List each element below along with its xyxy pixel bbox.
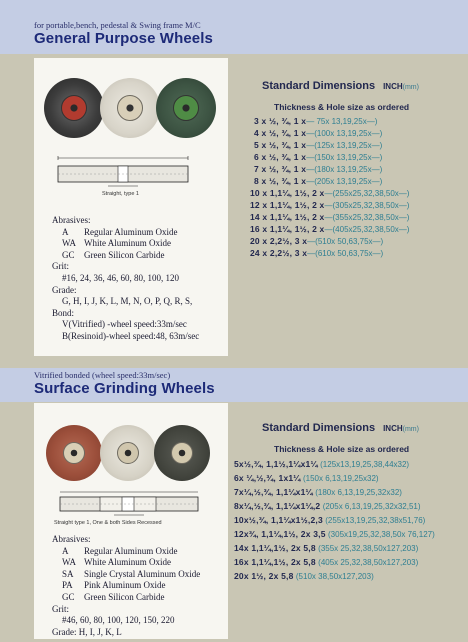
dimension-row: 7 x ½, ¾, 1 x—(180x 13,19,25x—) xyxy=(254,164,383,174)
dimension-row: 12x¾, 1,1¼,1½, 2x 3,5 (305x19,25,32,38,50x 76,127) xyxy=(234,529,435,539)
unit-inch: INCH xyxy=(383,424,403,433)
dimension-row: 4 x ½, ¾, 1 x—(100x 13,19,25x—) xyxy=(254,128,383,138)
standard-dimensions-heading: Standard Dimensions xyxy=(262,422,376,434)
grade-label: Grade: xyxy=(52,284,77,295)
section1-product-panel xyxy=(34,58,228,356)
section2-product-panel xyxy=(34,403,228,639)
dimension-row: 12 x 1,1¼, 1½, 2 x—(305x25,32,38,50x—) xyxy=(250,200,410,210)
section2-dimensions xyxy=(232,422,468,592)
section2-header xyxy=(0,368,468,402)
standard-dimensions-heading: Standard Dimensions xyxy=(262,80,376,92)
white-grinding-wheel-image xyxy=(100,78,160,138)
dimension-row: 8 x ½, ¾, 1 x—(205x 13,19,25x—) xyxy=(254,176,383,186)
unit-mm: (mm) xyxy=(402,84,419,91)
section1-subtitle: for portable,bench, pedestal & Swing frame M/C xyxy=(34,20,201,30)
section2-title: Surface Grinding Wheels xyxy=(34,380,215,397)
green-grinding-wheel-image xyxy=(156,78,216,138)
section2-specs xyxy=(52,534,200,638)
abrasive-item: GC Green Silicon Carbide xyxy=(62,591,165,602)
bond-resinoid: B(Resinoid)-wheel speed:48, 63m/sec xyxy=(62,330,200,341)
grit-values: #46, 60, 80, 100, 120, 150, 220 xyxy=(62,615,175,626)
dimension-row: 8x¼,½,¾, 1,1¼x1¼,2 (205x 6,13,19,25,32x32,51) xyxy=(234,501,421,511)
dark-grinding-wheel-image xyxy=(44,78,104,138)
section1-drawing-caption: Straight, type 1 xyxy=(102,191,139,197)
abrasives-label: Abrasives: xyxy=(52,534,91,544)
abrasive-item: WA White Aluminum Oxide xyxy=(62,557,171,568)
abrasive-item: WA White Aluminum Oxide xyxy=(62,238,171,249)
white-surface-wheel-image xyxy=(100,425,156,481)
unit-mm: (mm) xyxy=(402,426,419,433)
straight-type1-recessed-drawing xyxy=(56,489,206,517)
abrasive-item: A Regular Aluminum Oxide xyxy=(62,545,178,556)
section1-title: General Purpose Wheels xyxy=(34,30,213,47)
abrasive-item: SA Single Crystal Aluminum Oxide xyxy=(62,568,201,579)
dimension-row: 5x½,¾, 1,1½,1¼x1¼ (125x13,19,25,38,44x32) xyxy=(234,459,410,469)
grit-label: Grit: xyxy=(52,261,69,272)
dimension-row: 3 x ½, ¾, 1 x— 75x 13,19,25x—) xyxy=(254,116,378,126)
section1-specs xyxy=(52,215,199,343)
dimension-row: 16x 1,1¼,1½, 2x 5,8 (405x 25,32,38,50x127,203) xyxy=(234,557,419,567)
grit-label: Grit: xyxy=(52,603,69,614)
grade-line: Grade: H, I, J, K, L xyxy=(52,626,122,637)
thickness-hole-label: Thickness & Hole size as ordered xyxy=(274,102,410,112)
abrasive-item: A Regular Aluminum Oxide xyxy=(62,226,178,237)
bond-label: Bond: xyxy=(52,307,75,318)
dimension-row: 16 x 1,1¼, 1½, 2 x—(405x25,32,38,50x—) xyxy=(250,224,410,234)
dimension-row: 6x ¼,½,¾, 1x1¼ (150x 6,13,19,25x32) xyxy=(234,473,379,483)
abrasive-item: GC Green Silicon Carbide xyxy=(62,249,165,260)
section2-subtitle: Vitrified bonded (wheel speed:33m/sec) xyxy=(34,370,171,380)
dimension-row: 14x 1,1¼,1½, 2x 5,8 (355x 25,32,38,50x127,203) xyxy=(234,543,419,553)
dimension-row: 10 x 1,1¼, 1½, 2 x—(255x25,32,38,50x—) xyxy=(250,188,410,198)
section1-dimensions xyxy=(246,78,468,278)
dimension-row: 7x¼,½,¾, 1,1¼x1¼ (180x 6,13,19,25,32x32) xyxy=(234,487,402,497)
dark-surface-wheel-image xyxy=(154,425,210,481)
dimension-row: 20 x 2,2½, 3 x—(510x 50,63,75x—) xyxy=(250,236,384,246)
dimension-row: 14 x 1,1¼, 1½, 2 x—(355x25,32,38,50x—) xyxy=(250,212,410,222)
dimension-row: 20x 1½, 2x 5,8 (510x 38,50x127,203) xyxy=(234,571,374,581)
dimension-row: 6 x ½, ¾, 1 x—(150x 13,19,25x—) xyxy=(254,152,383,162)
thickness-hole-label: Thickness & Hole size as ordered xyxy=(274,444,410,454)
grit-values: #16, 24, 36, 46, 60, 80, 100, 120 xyxy=(62,272,179,283)
dimension-row: 10x½,¾, 1,1¼x1½,2,3 (255x13,19,25,32,38x51,76) xyxy=(234,515,426,525)
dimension-row: 24 x 2,2½, 3 x—(610x 50,63,75x—) xyxy=(250,248,384,258)
straight-type1-drawing xyxy=(48,154,198,190)
section1-header xyxy=(0,0,468,54)
abrasive-item: PA Pink Aluminum Oxide xyxy=(62,580,166,591)
section2-drawing-caption: Straight type 1, One & both Sides Recessed xyxy=(54,520,162,526)
red-grinding-wheel-image xyxy=(46,425,102,481)
bond-vitrified: V(Vitrified) -wheel speed:33m/sec xyxy=(62,319,187,330)
abrasives-label: Abrasives: xyxy=(52,215,91,225)
grade-values: G, H, I, J, K, L, M, N, O, P, Q, R, S, xyxy=(62,296,193,307)
unit-inch: INCH xyxy=(383,82,403,91)
dimension-row: 5 x ½, ¾, 1 x—(125x 13,19,25x—) xyxy=(254,140,383,150)
